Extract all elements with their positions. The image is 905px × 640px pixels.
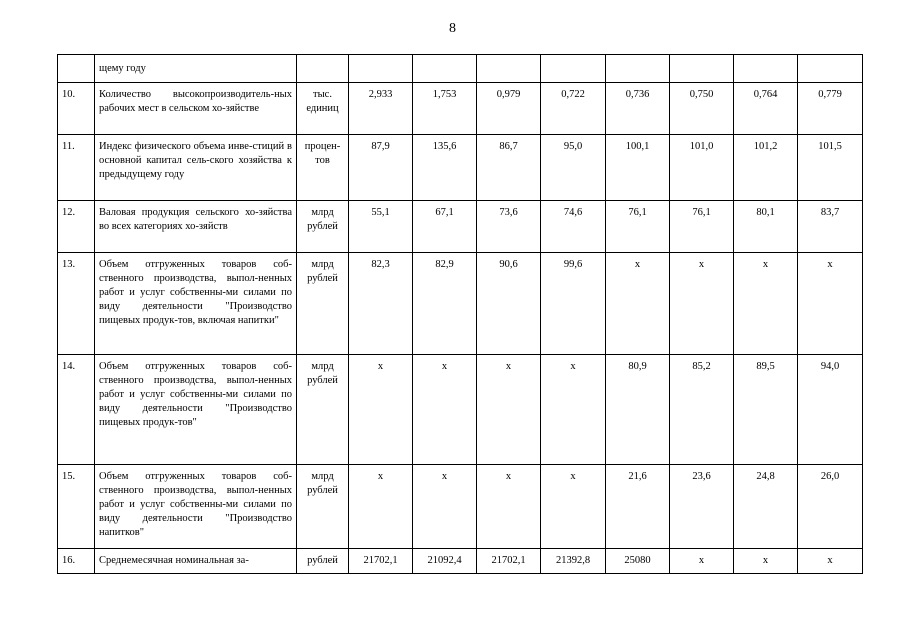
- value-cell: х: [541, 465, 606, 549]
- value-cell: х: [798, 253, 863, 355]
- row-number-cell: 16.: [58, 549, 95, 574]
- table-row: [58, 201, 863, 253]
- value-cell: 90,6: [477, 253, 541, 355]
- value-cell: 95,0: [541, 135, 606, 201]
- table-row: [58, 549, 863, 574]
- value-cell: 67,1: [413, 201, 477, 253]
- unit-cell: рублей: [297, 549, 349, 574]
- table-row: [58, 135, 863, 201]
- value-cell: х: [541, 355, 606, 465]
- value-cell: 83,7: [798, 201, 863, 253]
- indicators-table: [57, 54, 863, 574]
- value-cell: 76,1: [606, 201, 670, 253]
- row-number-cell: 13.: [58, 253, 95, 355]
- value-cell: х: [477, 355, 541, 465]
- value-cell: х: [413, 465, 477, 549]
- unit-cell: млрд рублей: [297, 465, 349, 549]
- value-cell: 24,8: [734, 465, 798, 549]
- row-number-cell: 12.: [58, 201, 95, 253]
- value-cell: 0,750: [670, 83, 734, 135]
- value-cell: [606, 55, 670, 83]
- row-number-cell: 14.: [58, 355, 95, 465]
- indicator-name-cell: щему году: [95, 55, 297, 83]
- table-row: [58, 55, 863, 83]
- indicator-name-cell: Индекс физического объема инве-стиций в основной капитал сель-ского хозяйства к предыдущему году: [95, 135, 297, 201]
- value-cell: 82,9: [413, 253, 477, 355]
- row-number-cell: 10.: [58, 83, 95, 135]
- value-cell: 21,6: [606, 465, 670, 549]
- value-cell: 0,779: [798, 83, 863, 135]
- value-cell: 80,1: [734, 201, 798, 253]
- unit-cell: тыс. единиц: [297, 83, 349, 135]
- table-row: [58, 253, 863, 355]
- unit-cell: млрд рублей: [297, 355, 349, 465]
- value-cell: х: [734, 253, 798, 355]
- unit-cell: млрд рублей: [297, 253, 349, 355]
- value-cell: 82,3: [349, 253, 413, 355]
- value-cell: 100,1: [606, 135, 670, 201]
- page-number: 8: [449, 21, 456, 36]
- value-cell: х: [670, 549, 734, 574]
- value-cell: х: [606, 253, 670, 355]
- value-cell: 135,6: [413, 135, 477, 201]
- value-cell: [349, 55, 413, 83]
- value-cell: 87,9: [349, 135, 413, 201]
- value-cell: 74,6: [541, 201, 606, 253]
- value-cell: 55,1: [349, 201, 413, 253]
- value-cell: 0,979: [477, 83, 541, 135]
- row-number-cell: 11.: [58, 135, 95, 201]
- value-cell: [413, 55, 477, 83]
- value-cell: х: [477, 465, 541, 549]
- value-cell: х: [413, 355, 477, 465]
- table-row: [58, 465, 863, 549]
- value-cell: 21392,8: [541, 549, 606, 574]
- value-cell: 0,736: [606, 83, 670, 135]
- value-cell: х: [670, 253, 734, 355]
- value-cell: 21092,4: [413, 549, 477, 574]
- indicator-name-cell: Объем отгруженных товаров соб-ственного производства, выпол-ненных работ и услуг собственны-ми силами по виду деятельности "Производство напитков": [95, 465, 297, 549]
- value-cell: 21702,1: [349, 549, 413, 574]
- table-body: [58, 55, 863, 574]
- value-cell: [734, 55, 798, 83]
- value-cell: 99,6: [541, 253, 606, 355]
- value-cell: 25080: [606, 549, 670, 574]
- value-cell: [541, 55, 606, 83]
- value-cell: 0,764: [734, 83, 798, 135]
- indicator-name-cell: Среднемесячная номинальная за-: [95, 549, 297, 574]
- row-number-cell: [58, 55, 95, 83]
- unit-cell: млрд рублей: [297, 201, 349, 253]
- value-cell: 86,7: [477, 135, 541, 201]
- value-cell: 1,753: [413, 83, 477, 135]
- value-cell: 23,6: [670, 465, 734, 549]
- unit-cell: процен-тов: [297, 135, 349, 201]
- value-cell: 26,0: [798, 465, 863, 549]
- value-cell: 21702,1: [477, 549, 541, 574]
- value-cell: х: [349, 465, 413, 549]
- value-cell: 101,5: [798, 135, 863, 201]
- value-cell: 73,6: [477, 201, 541, 253]
- unit-cell: [297, 55, 349, 83]
- table-row: [58, 83, 863, 135]
- value-cell: 76,1: [670, 201, 734, 253]
- value-cell: х: [349, 355, 413, 465]
- indicator-name-cell: Количество высокопроизводитель-ных рабочих мест в сельском хо-зяйстве: [95, 83, 297, 135]
- value-cell: [477, 55, 541, 83]
- value-cell: 89,5: [734, 355, 798, 465]
- value-cell: х: [798, 549, 863, 574]
- indicator-name-cell: Валовая продукция сельского хо-зяйства во всех категориях хо-зяйств: [95, 201, 297, 253]
- value-cell: 80,9: [606, 355, 670, 465]
- value-cell: 101,0: [670, 135, 734, 201]
- value-cell: х: [734, 549, 798, 574]
- row-number-cell: 15.: [58, 465, 95, 549]
- value-cell: 0,722: [541, 83, 606, 135]
- value-cell: 2,933: [349, 83, 413, 135]
- value-cell: [670, 55, 734, 83]
- value-cell: [798, 55, 863, 83]
- indicator-name-cell: Объем отгруженных товаров соб-ственного производства, выпол-ненных работ и услуг собственны-ми силами по виду деятельности "Производство пищевых продук-тов": [95, 355, 297, 465]
- value-cell: 94,0: [798, 355, 863, 465]
- value-cell: 101,2: [734, 135, 798, 201]
- table-row: [58, 355, 863, 465]
- value-cell: 85,2: [670, 355, 734, 465]
- indicator-name-cell: Объем отгруженных товаров соб-ственного производства, выпол-ненных работ и услуг собственны-ми силами по виду деятельности "Производство пищевых продук-тов, включая напитки": [95, 253, 297, 355]
